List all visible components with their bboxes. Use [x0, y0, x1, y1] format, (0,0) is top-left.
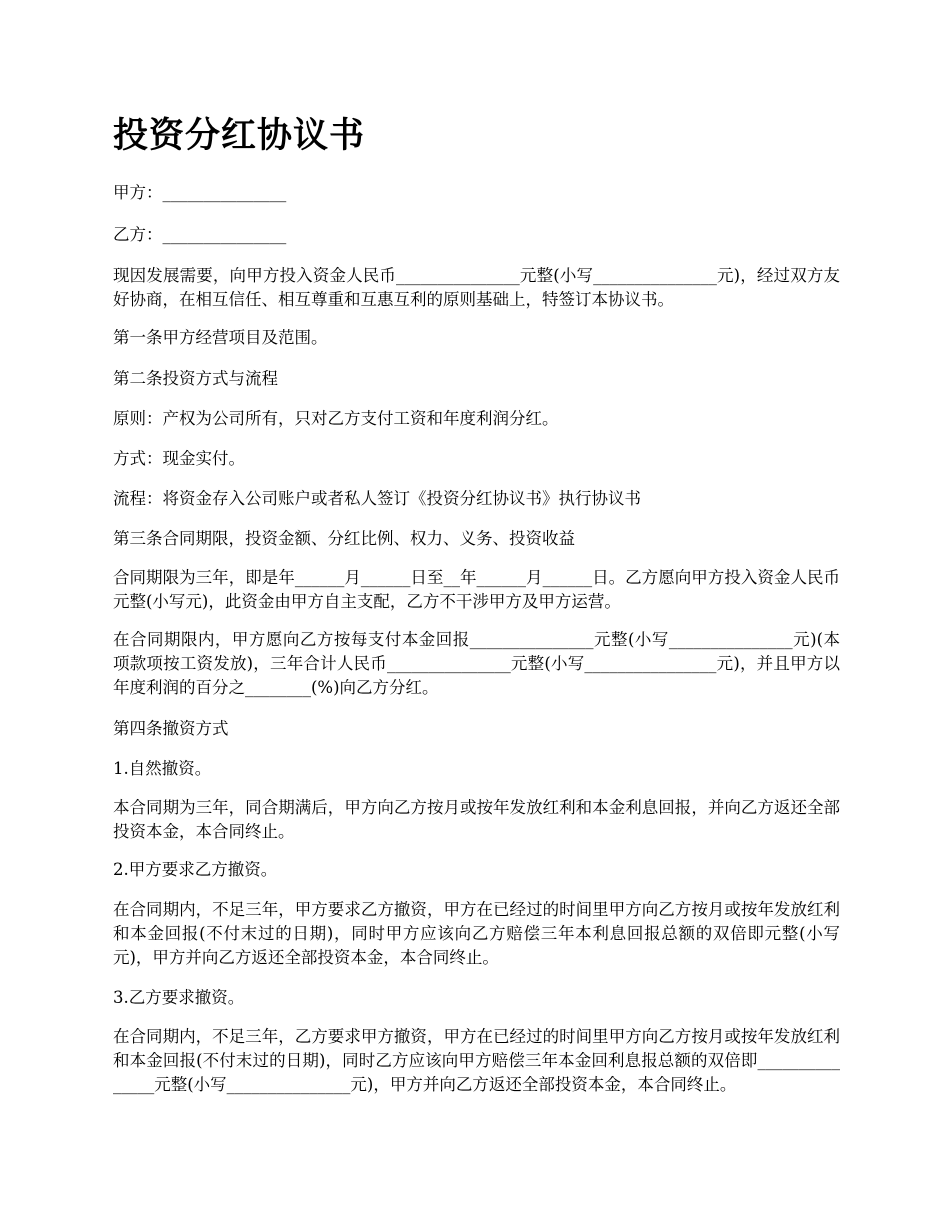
- natural-withdrawal-heading: 1.自然撤资。: [113, 759, 212, 778]
- party-a-line: 甲方：_______________: [113, 183, 287, 202]
- party-b-requests-paragraph: 在合同期内，不足三年，乙方要求甲方撤资，甲方在已经过的时间里甲方向乙方按月或按年发放红利和本金回报(不付末过的日期)，同时乙方应该向甲方赔偿三年本金回利息报总额的双倍即_______________元整(小写_______________元)，甲方并向乙方返还全部投资本金，本合同终止。: [113, 1027, 840, 1094]
- party-b-requests-heading: 3.乙方要求撤资。: [113, 988, 245, 1007]
- article-2-heading: 第二条投资方式与流程: [113, 369, 278, 388]
- party-b-line: 乙方：_______________: [113, 225, 287, 244]
- term-paragraph: 合同期限为三年，即是年______月______日至__年______月______日。乙方愿向甲方投入资金人民币元整(小写元)，此资金由甲方自主支配，乙方不干涉甲方及甲方运营。: [113, 568, 840, 611]
- party-a-requests-paragraph: 在合同期内，不足三年，甲方要求乙方撤资，甲方在已经过的时间里甲方向乙方按月或按年发放红利和本金回报(不付末过的日期)，同时甲方应该向乙方赔偿三年本利息回报总额的双倍即元整(小写元)，甲方并向乙方返还全部投资本金，本合同终止。: [113, 900, 840, 967]
- natural-withdrawal-paragraph: 本合同期为三年，同合期满后，甲方向乙方按月或按年发放红利和本金利息回报，并向乙方返还全部投资本金，本合同终止。: [113, 798, 840, 841]
- method-paragraph: 方式：现金实付。: [113, 449, 245, 468]
- process-paragraph: 流程：将资金存入公司账户或者私人签订《投资分红协议书》执行协议书: [113, 489, 641, 508]
- article-1-heading: 第一条甲方经营项目及范围。: [113, 328, 328, 347]
- article-4-heading: 第四条撤资方式: [113, 719, 229, 738]
- return-paragraph: 在合同期限内，甲方愿向乙方按每支付本金回报_______________元整(小写_______________元)(本项款项按工资发放)，三年合计人民币_______________元整(小写________________元)，并且甲方以年度利润的百分之________(%)向乙方分红。: [113, 630, 840, 697]
- preamble-paragraph: 现因发展需要，向甲方投入资金人民币_______________元整(小写_______________元)，经过双方友好协商，在相互信任、相互尊重和互惠互利的原则基础上，特签订本协议书。: [113, 266, 840, 309]
- party-a-requests-heading: 2.甲方要求乙方撤资。: [113, 860, 278, 879]
- principle-paragraph: 原则：产权为公司所有，只对乙方支付工资和年度利润分红。: [113, 409, 559, 428]
- document-title: 投资分红协议书: [113, 115, 366, 156]
- article-3-heading: 第三条合同期限，投资金额、分红比例、权力、义务、投资收益: [113, 529, 575, 548]
